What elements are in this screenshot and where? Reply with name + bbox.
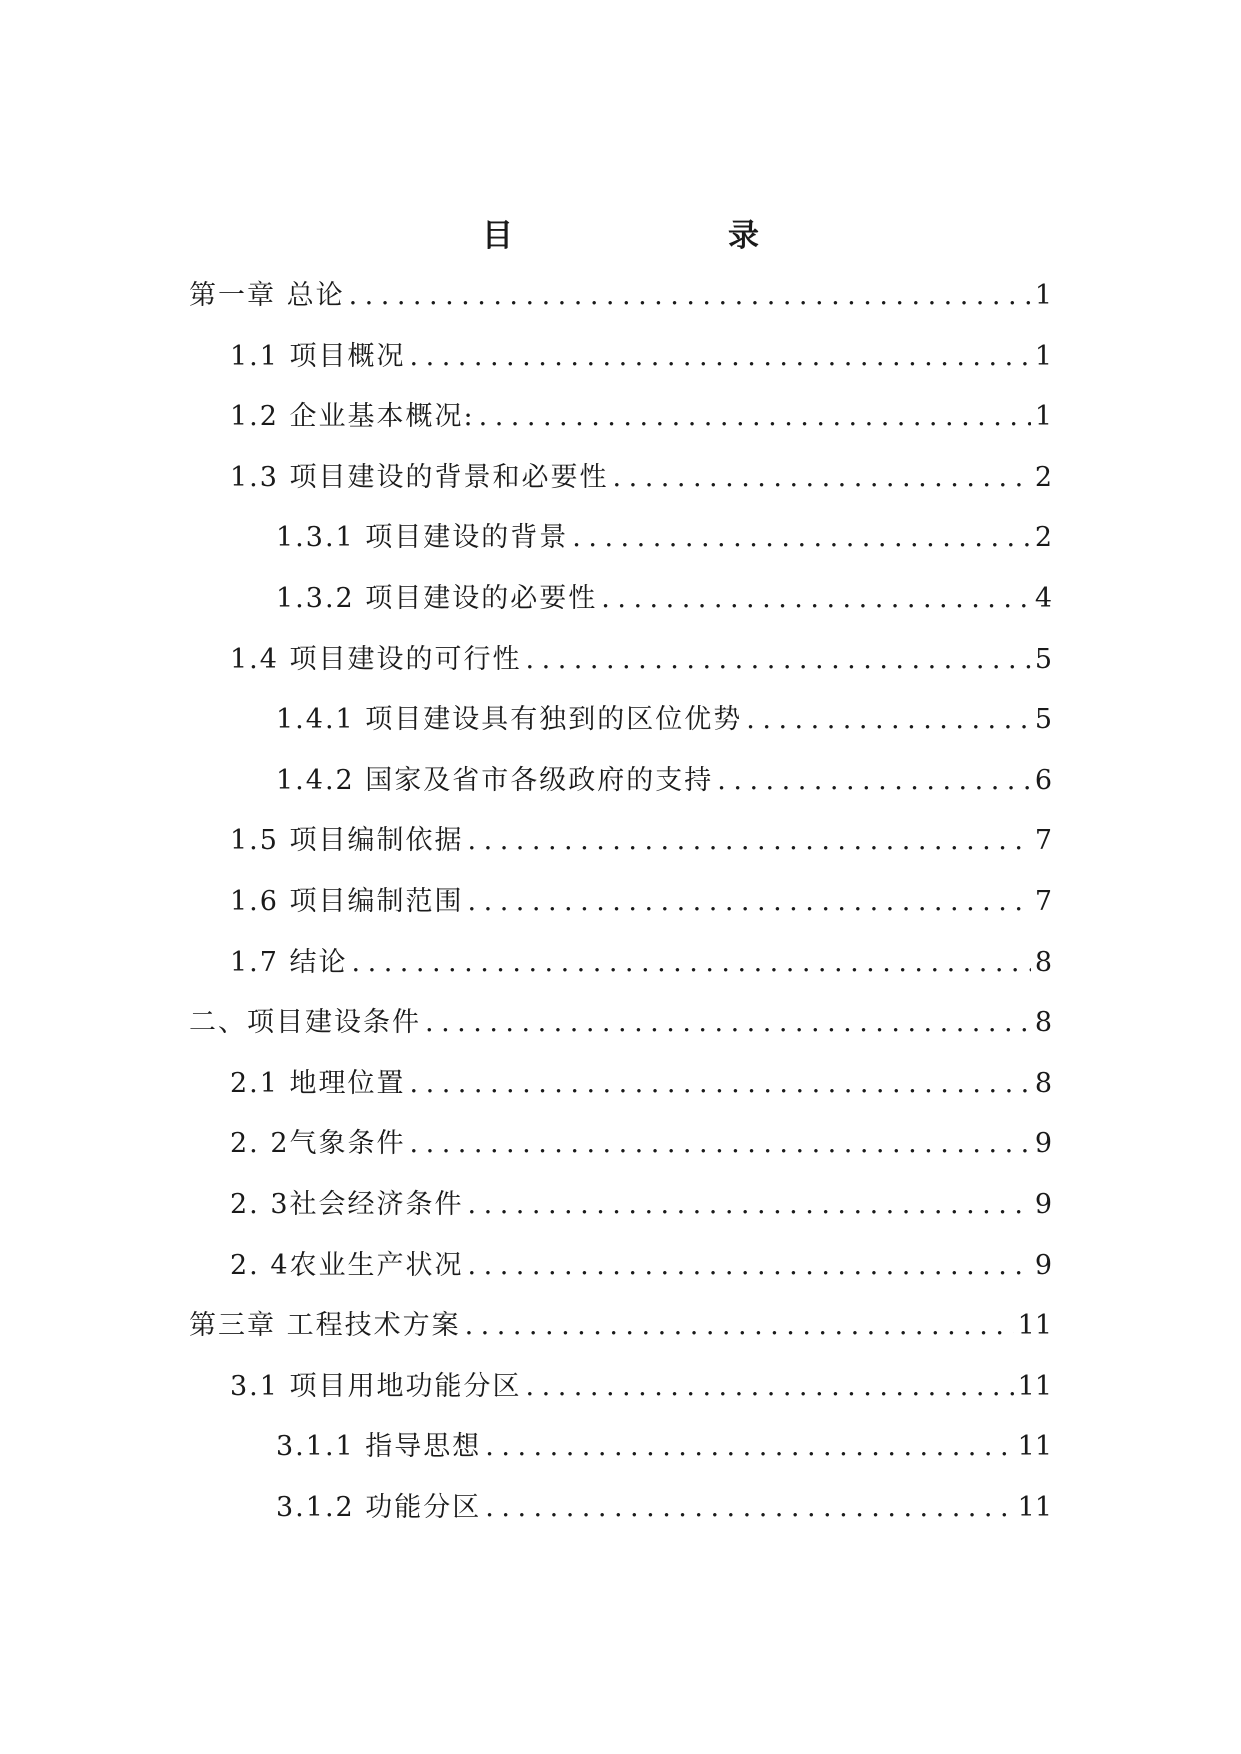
toc-dot-leader — [468, 1244, 1031, 1288]
toc-entry-page: 7 — [1034, 825, 1052, 857]
toc-entry-label: 1.3 项目建设的背景和必要性 — [230, 461, 609, 493]
toc-entry-page: 2 — [1034, 461, 1052, 493]
toc-entry[interactable] — [189, 819, 1052, 880]
toc-entry-label: 1.1 项目概况 — [230, 340, 406, 372]
toc-dot-leader — [352, 941, 1031, 985]
toc-entry-page: 11 — [1017, 1431, 1052, 1463]
toc-entry[interactable] — [189, 1365, 1052, 1426]
toc-entry[interactable] — [189, 274, 1052, 335]
toc-entry[interactable] — [189, 698, 1052, 759]
toc-entry[interactable] — [189, 1062, 1052, 1123]
toc-dot-leader — [410, 1062, 1031, 1106]
toc-dot-leader — [485, 1486, 1013, 1530]
toc-entry[interactable] — [189, 941, 1052, 1002]
toc-dot-leader — [613, 456, 1031, 500]
toc-entry-label: 1.2 企业基本概况: — [230, 401, 475, 433]
toc-dot-leader — [485, 1425, 1013, 1469]
toc-entry-label: 1.6 项目编制范围 — [230, 885, 464, 917]
toc-dot-leader — [468, 880, 1031, 924]
toc-entry[interactable] — [189, 1425, 1052, 1486]
toc-entry-page: 8 — [1034, 1007, 1052, 1039]
toc-entry-label: 2.1 地理位置 — [230, 1067, 406, 1099]
toc-entry-label: 1.4 项目建设的可行性 — [230, 643, 522, 675]
toc-dot-leader — [425, 1001, 1031, 1045]
toc-entry-page: 11 — [1017, 1310, 1052, 1342]
toc-entry-page: 5 — [1034, 704, 1052, 736]
toc-entry[interactable] — [189, 1304, 1052, 1365]
toc-entry-label: 1.3.2 项目建设的必要性 — [276, 582, 598, 614]
toc-dot-leader — [410, 335, 1031, 379]
toc-entry-label: 2. 4农业生产状况 — [230, 1249, 464, 1281]
toc-entry[interactable] — [189, 577, 1052, 638]
toc-dot-leader — [479, 395, 1031, 439]
toc-entry-label: 1.5 项目编制依据 — [230, 825, 464, 857]
toc-entry-page: 6 — [1034, 764, 1052, 796]
toc-entry-page: 8 — [1034, 946, 1052, 978]
toc-entry-page: 11 — [1017, 1370, 1052, 1402]
toc-dot-leader — [526, 1365, 1014, 1409]
toc-entry-page: 4 — [1034, 582, 1052, 614]
toc-entry[interactable] — [189, 1486, 1052, 1547]
toc-entry-label: 第一章 总论 — [189, 280, 345, 311]
toc-dot-leader — [349, 274, 1031, 318]
toc-entry-page: 2 — [1034, 522, 1052, 554]
toc-entry[interactable] — [189, 516, 1052, 577]
toc-dot-leader — [468, 819, 1031, 863]
toc-entry[interactable] — [189, 1001, 1052, 1062]
toc-entry-page: 11 — [1017, 1491, 1052, 1523]
toc-entry-label: 二、项目建设条件 — [189, 1007, 421, 1039]
toc-entry-label: 2. 3社会经济条件 — [230, 1188, 464, 1220]
toc-dot-leader — [746, 698, 1031, 742]
toc-entry-label: 3.1 项目用地功能分区 — [230, 1370, 522, 1402]
toc-entry[interactable] — [189, 1122, 1052, 1183]
toc-entry[interactable] — [189, 1244, 1052, 1305]
toc-entry-label: 2. 2气象条件 — [230, 1128, 406, 1160]
toc-entry[interactable] — [189, 638, 1052, 699]
toc-entry-label: 3.1.2 功能分区 — [276, 1491, 482, 1523]
toc-entry-label: 1.3.1 项目建设的背景 — [276, 522, 569, 554]
toc-entry[interactable] — [189, 880, 1052, 941]
toc-entry[interactable] — [189, 456, 1052, 517]
toc-entry-label: 1.7 结论 — [230, 946, 348, 978]
toc-entry-label: 3.1.1 指导思想 — [276, 1431, 482, 1463]
toc-entry[interactable] — [189, 1183, 1052, 1244]
toc-entry-page: 1 — [1034, 401, 1052, 433]
toc-entry-page: 9 — [1034, 1128, 1052, 1160]
toc-dot-leader — [468, 1183, 1031, 1227]
toc-dot-leader — [526, 638, 1031, 682]
toc-dot-leader — [601, 577, 1031, 621]
toc-title: 目 录 — [482, 218, 851, 254]
toc-entry-page: 5 — [1034, 643, 1052, 675]
toc-entry-page: 1 — [1034, 280, 1052, 311]
toc-entry[interactable] — [189, 335, 1052, 396]
toc-dot-leader — [465, 1304, 1014, 1348]
toc-entry-page: 9 — [1034, 1188, 1052, 1220]
toc-entry-page: 1 — [1034, 340, 1052, 372]
toc-dot-leader — [717, 759, 1031, 803]
toc-dot-leader — [410, 1122, 1031, 1166]
toc-list — [189, 274, 1052, 1546]
toc-entry-label: 第三章 工程技术方案 — [189, 1310, 461, 1342]
toc-entry[interactable] — [189, 395, 1052, 456]
toc-entry-page: 9 — [1034, 1249, 1052, 1281]
toc-entry[interactable] — [189, 759, 1052, 820]
toc-dot-leader — [572, 516, 1031, 560]
toc-entry-page: 8 — [1034, 1067, 1052, 1099]
toc-entry-label: 1.4.2 国家及省市各级政府的支持 — [276, 764, 714, 796]
toc-entry-page: 7 — [1034, 885, 1052, 917]
toc-entry-label: 1.4.1 项目建设具有独到的区位优势 — [276, 704, 743, 736]
